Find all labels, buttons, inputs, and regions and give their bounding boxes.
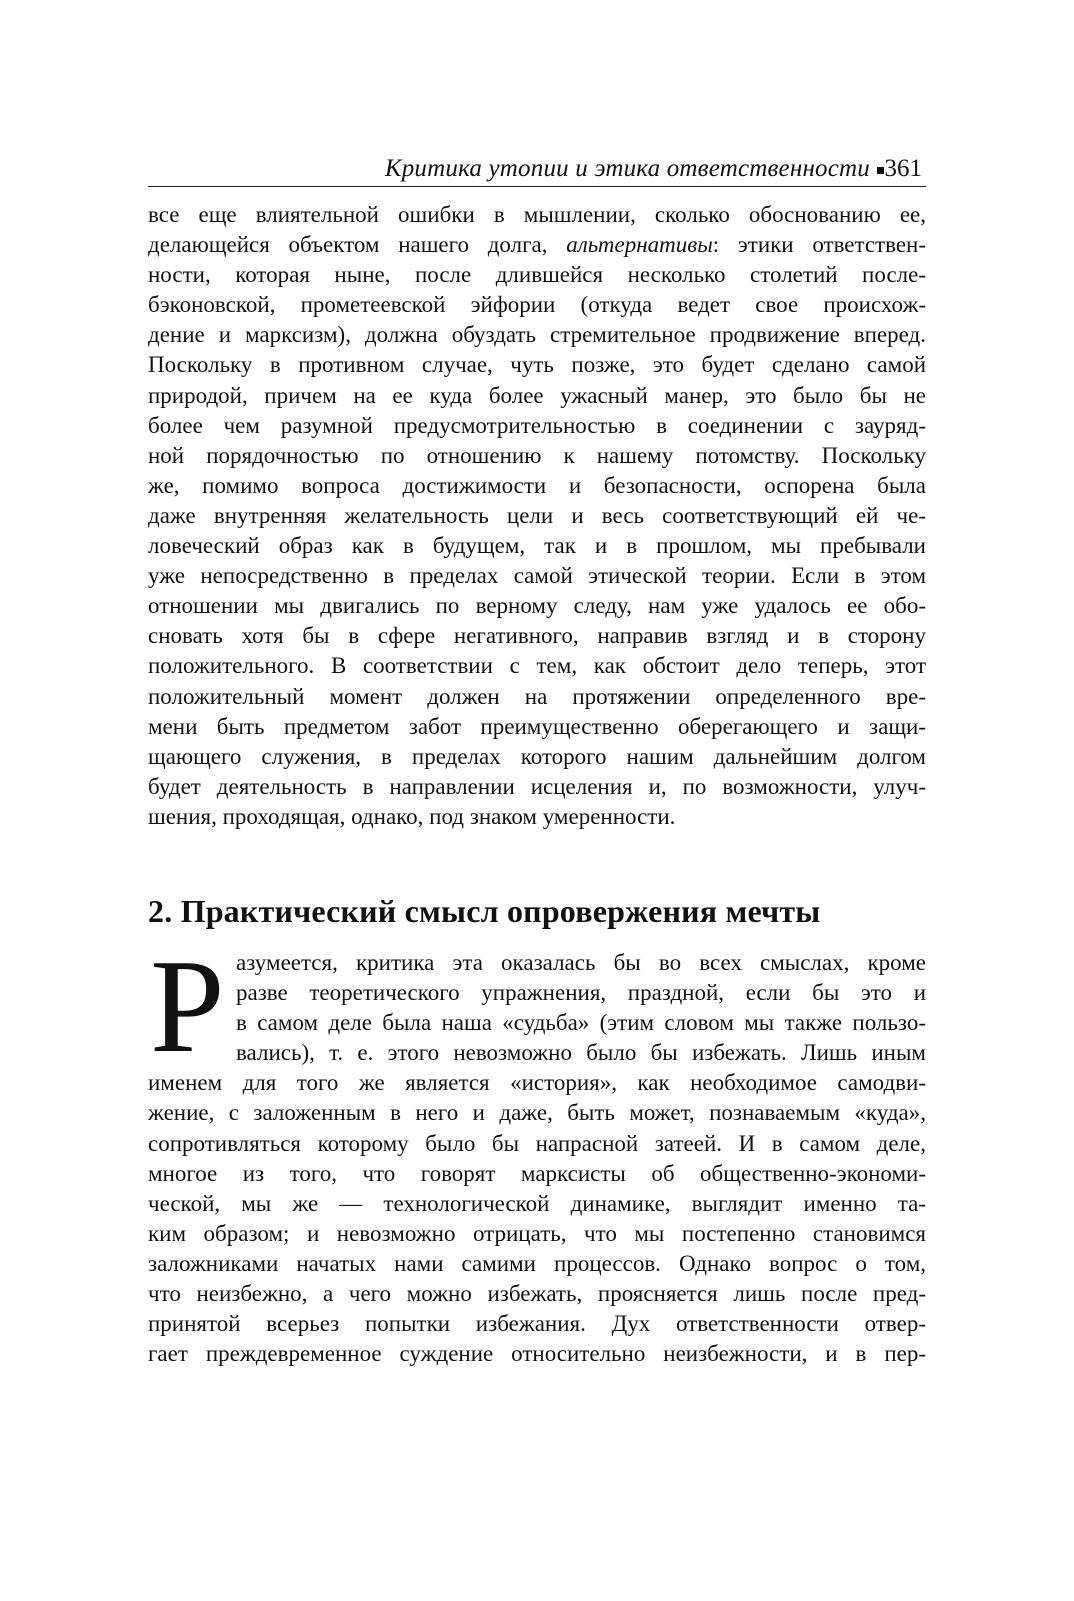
text-line: шения, проходящая, однако, под знаком умеренности.: [148, 803, 676, 829]
text-line: Поскольку в противном случае, чуть позже, это будет сделано самой: [148, 352, 926, 378]
text-line: принятой всерьез попытки избежания. Дух ответственности отвер-: [148, 1311, 926, 1337]
text-line: азумеется, критика эта оказалась бы во всех смыслах, кроме: [236, 950, 926, 975]
text-line: будет деятельность в направлении исцеления и, по возможности, улуч-: [148, 773, 926, 799]
text-line: мени быть предметом забот преимущественно оберегающего и защи-: [148, 713, 926, 739]
running-header: [148, 155, 926, 187]
text-line: ной порядочностью по отношению к нашему потомству. Поскольку: [148, 442, 926, 468]
text-span: : этики ответствен-: [712, 232, 926, 258]
text-line: положительного. В соответствии с тем, как обстоит дело теперь, этот: [148, 653, 926, 679]
text-line: сопротивляться которому было бы напрасной затеей. И в самом деле,: [148, 1130, 926, 1156]
text-line: уже непосредственно в пределах самой этической теории. Если в этом: [148, 563, 926, 589]
text-line: в самом деле была наша «судьба» (этим словом мы также пользо-: [236, 1010, 926, 1036]
text-line: заложниками начатых нами самими процессов. Однако вопрос о том,: [148, 1250, 926, 1276]
paragraph-1: [148, 200, 926, 832]
text-line: даже внутренняя желательность цели и весь соответствующий ей че-: [148, 502, 926, 528]
text-line: бэконовской, прометеевской эйфории (откуда ведет свое происхож-: [148, 292, 926, 318]
text-line: что неизбежно, а чего можно избежать, проясняется лишь после пред-: [148, 1281, 926, 1307]
text-line: щающего служения, в пределах которого нашим дальнейшим долгом: [148, 743, 926, 769]
text-span: делающейся объектом нашего долга,: [148, 232, 567, 258]
text-line: жение, с заложенным в него и даже, быть может, познаваемым «куда»,: [148, 1100, 926, 1126]
running-title: Критика утопии и этика ответственности: [384, 155, 870, 182]
text-line: сновать хотя бы в сфере негативного, направив взгляд и в сторону: [148, 623, 926, 649]
text-line: вались), т. е. этого невозможно было бы избежать. Лишь иным: [236, 1040, 926, 1066]
text-line: многое из того, что говорят марксисты об общественно-экономи-: [148, 1160, 926, 1186]
italic-term: альтернативы: [566, 232, 713, 258]
text-line: положительный момент должен на протяжении определенного вре-: [148, 683, 926, 709]
text-line: разве теоретического упражнения, праздной, если бы это и: [236, 980, 926, 1006]
header-rule: [148, 186, 926, 187]
paragraph-2: [148, 932, 926, 1369]
text-line: именем для того же является «история», как необходимое самодви-: [148, 1070, 926, 1096]
text-line: природой, причем на ее куда более ужасный манер, это было бы не: [148, 382, 926, 408]
text-line: ческой, мы же — технологической динамике, выглядит именно та-: [148, 1190, 926, 1216]
text-line: гает преждевременное суждение относительно неизбежности, и в пер-: [148, 1341, 926, 1367]
page-number: 361: [884, 155, 922, 182]
text-line: отношении мы двигались по верному следу, нам уже удалось ее обо-: [148, 593, 926, 619]
text-line: дение и марксизм), должна обуздать стремительное продвижение вперед.: [148, 322, 926, 348]
text-line: ности, которая ныне, после длившейся несколько столетий после-: [148, 262, 926, 288]
header-bullet-icon: [877, 167, 884, 174]
text-line: [148, 230, 926, 260]
text-line: все еще влиятельной ошибки в мышлении, сколько обоснованию ее,: [148, 202, 926, 227]
text-line: более чем разумной предусмотрительностью в соединении с зауряд-: [148, 412, 926, 438]
text-line: ким образом; и невозможно отрицать, что мы постепенно становимся: [148, 1220, 926, 1246]
text-line: же, помимо вопроса достижимости и безопасности, оспорена была: [148, 472, 926, 498]
text-line: ловеческий образ как в будущем, так и в прошлом, мы пребывали: [148, 533, 926, 559]
section-heading: 2. Практический смысл опровержения мечты: [148, 893, 821, 929]
drop-cap: Р: [150, 932, 225, 1080]
